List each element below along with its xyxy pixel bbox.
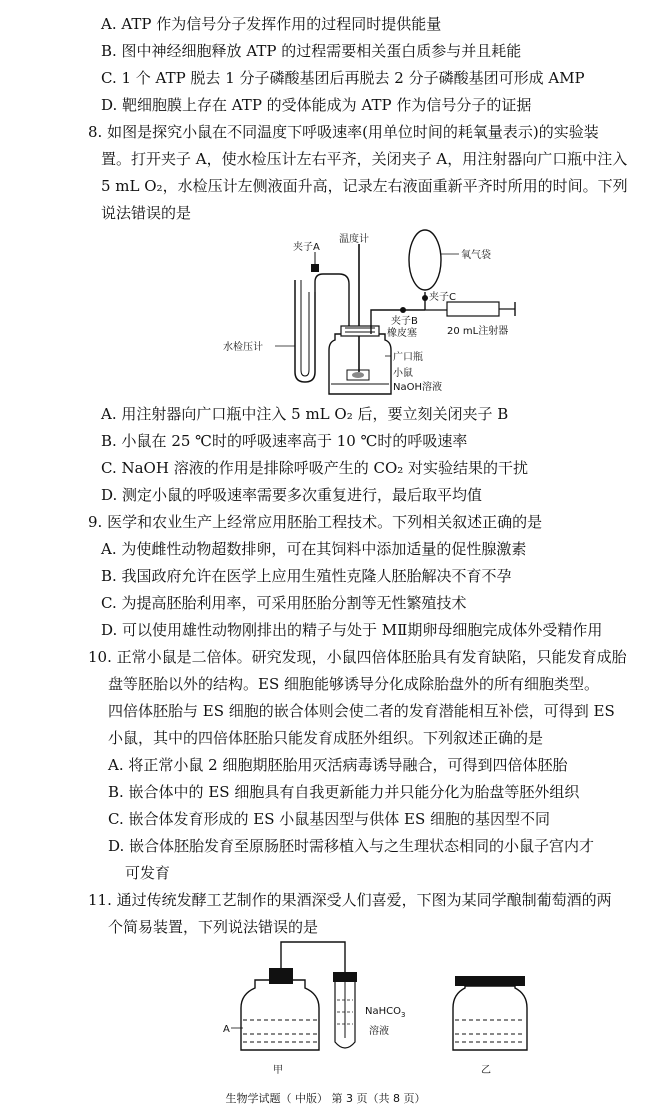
q9-option-b: B. 我国政府允许在医学上应用生殖性克隆人胚胎解决不育不孕 [101,567,512,585]
label-thermometer: 温度计 [339,234,369,245]
respiration-apparatus-figure [215,222,545,402]
q8-option-b: B. 小鼠在 25 ℃时的呼吸速率高于 10 ℃时的呼吸速率 [101,432,468,450]
q10-stem-line-1: 10. 正常小鼠是二倍体。研究发现，小鼠四倍体胚胎具有发育缺陷，只能发育成胎 [88,648,627,666]
q10-option-a: A. 将正常小鼠 2 细胞期胚胎用灭活病毒诱导融合，可得到四倍体胚胎 [108,756,568,774]
bottle-jia-stopper [269,968,293,984]
label-clip-b: 夹子B [391,316,418,327]
label-manometer: 水检压计 [223,342,263,353]
q9-stem: 9. 医学和农业生产上经常应用胚胎工程技术。下列相关叙述正确的是 [88,513,543,531]
q9-option-c: C. 为提高胚胎利用率，可采用胚胎分割等无性繁殖技术 [101,594,467,612]
label-a: A [223,1024,230,1035]
q8-stem-line-1: 8. 如图是探究小鼠在不同温度下呼吸速率(用单位时间的耗氧量表示)的实验装 [88,123,599,141]
jar-icon [329,334,391,394]
connecting-tube [315,274,349,334]
oxygen-bag-icon [409,230,441,290]
manometer-inner [301,280,309,376]
q8-stem-line-3: 5 mL O₂，水检压计左侧液面升高，记录左右液面重新平齐时所用的时间。下列 [101,177,628,195]
q10-option-c: C. 嵌合体发育形成的 ES 小鼠基因型与供体 ES 细胞的基因型不同 [108,810,551,828]
q8-stem-line-4: 说法错误的是 [101,204,192,222]
label-clip-a: 夹子A [293,242,320,253]
wine-fermentation-figure [215,938,545,1088]
bottle-yi-lid [455,976,525,986]
q8-option-a: A. 用注射器向广口瓶中注入 5 mL O₂ 后，要立刻关闭夹子 B [101,405,509,423]
label-jar: 广口瓶 [393,352,423,363]
page-footer: 生物学试题（ 中版） 第 3 页（共 8 页） [225,1092,426,1105]
label-jia: 甲 [273,1065,283,1076]
label-stopper: 橡皮塞 [387,328,417,339]
label-clip-c: 夹子C [429,292,456,303]
bottle-jia-icon [241,980,319,1050]
clip-a-icon [311,264,319,272]
q8-option-d: D. 测定小鼠的呼吸速率需要多次重复进行，最后取平均值 [101,486,483,504]
q8-stem-line-2: 置。打开夹子 A，使水检压计左右平齐，关闭夹子 A，用注射器向广口瓶中注入 [101,150,628,168]
q10-stem-line-4: 小鼠，其中的四倍体胚胎只能发育成胚外组织。下列叙述正确的是 [108,729,544,747]
manometer-tube [295,280,315,382]
clip-c-icon [422,295,428,301]
label-syringe: 20 mL注射器 [447,326,509,337]
syringe-icon [447,302,499,316]
q9-option-d: D. 可以使用雄性动物刚排出的精子与处于 MⅡ期卵母细胞完成体外受精作用 [101,621,603,639]
test-tube-stopper [333,972,357,982]
q9-option-a: A. 为使雌性动物超数排卵，可在其饲料中添加适量的促性腺激素 [101,540,527,558]
q7-option-a: A. ATP 作为信号分子发挥作用的过程同时提供能量 [101,15,442,33]
q10-option-d-continued: 可发育 [125,864,171,882]
label-yi: 乙 [481,1065,491,1076]
q10-option-d: D. 嵌合体胚胎发育至原肠胚时需移植入与之生理状态相同的小鼠子宫内才 [108,837,595,855]
label-solution: 溶液 [369,1026,389,1037]
q7-option-c: C. 1 个 ATP 脱去 1 分子磷酸基团后再脱去 2 分子磷酸基团可形成 AMP [101,69,585,87]
q8-option-c: C. NaOH 溶液的作用是排除呼吸产生的 CO₂ 对实验结果的干扰 [101,459,529,477]
q11-stem-line-1: 11. 通过传统发酵工艺制作的果酒深受人们喜爱，下图为某同学酿制葡萄酒的两 [88,891,612,909]
label-mouse: 小鼠 [393,368,413,379]
q10-stem-line-2: 盘等胚胎以外的结构。ES 细胞能够诱导分化成除胎盘外的所有细胞类型。 [108,675,599,693]
bottle-yi-icon [453,986,527,1050]
q10-stem-line-3: 四倍体胚胎与 ES 细胞的嵌合体则会使二者的发育潜能相互补偿，可得到 ES [108,702,615,720]
label-nahco3: NaHCO$_3$ [365,1006,406,1019]
q10-option-b: B. 嵌合体中的 ES 细胞具有自我更新能力并只能分化为胎盘等胚外组织 [108,783,580,801]
q7-option-d: D. 靶细胞膜上存在 ATP 的受体能成为 ATP 作为信号分子的证据 [101,96,532,114]
label-naoh: NaOH溶液 [393,382,442,393]
q7-option-b: B. 图中神经细胞释放 ATP 的过程需要相关蛋白质参与并且耗能 [101,42,522,60]
clip-b-icon [400,307,406,313]
label-oxygen-bag: 氧气袋 [461,250,491,261]
q11-stem-line-2: 个简易装置，下列说法错误的是 [108,918,319,936]
